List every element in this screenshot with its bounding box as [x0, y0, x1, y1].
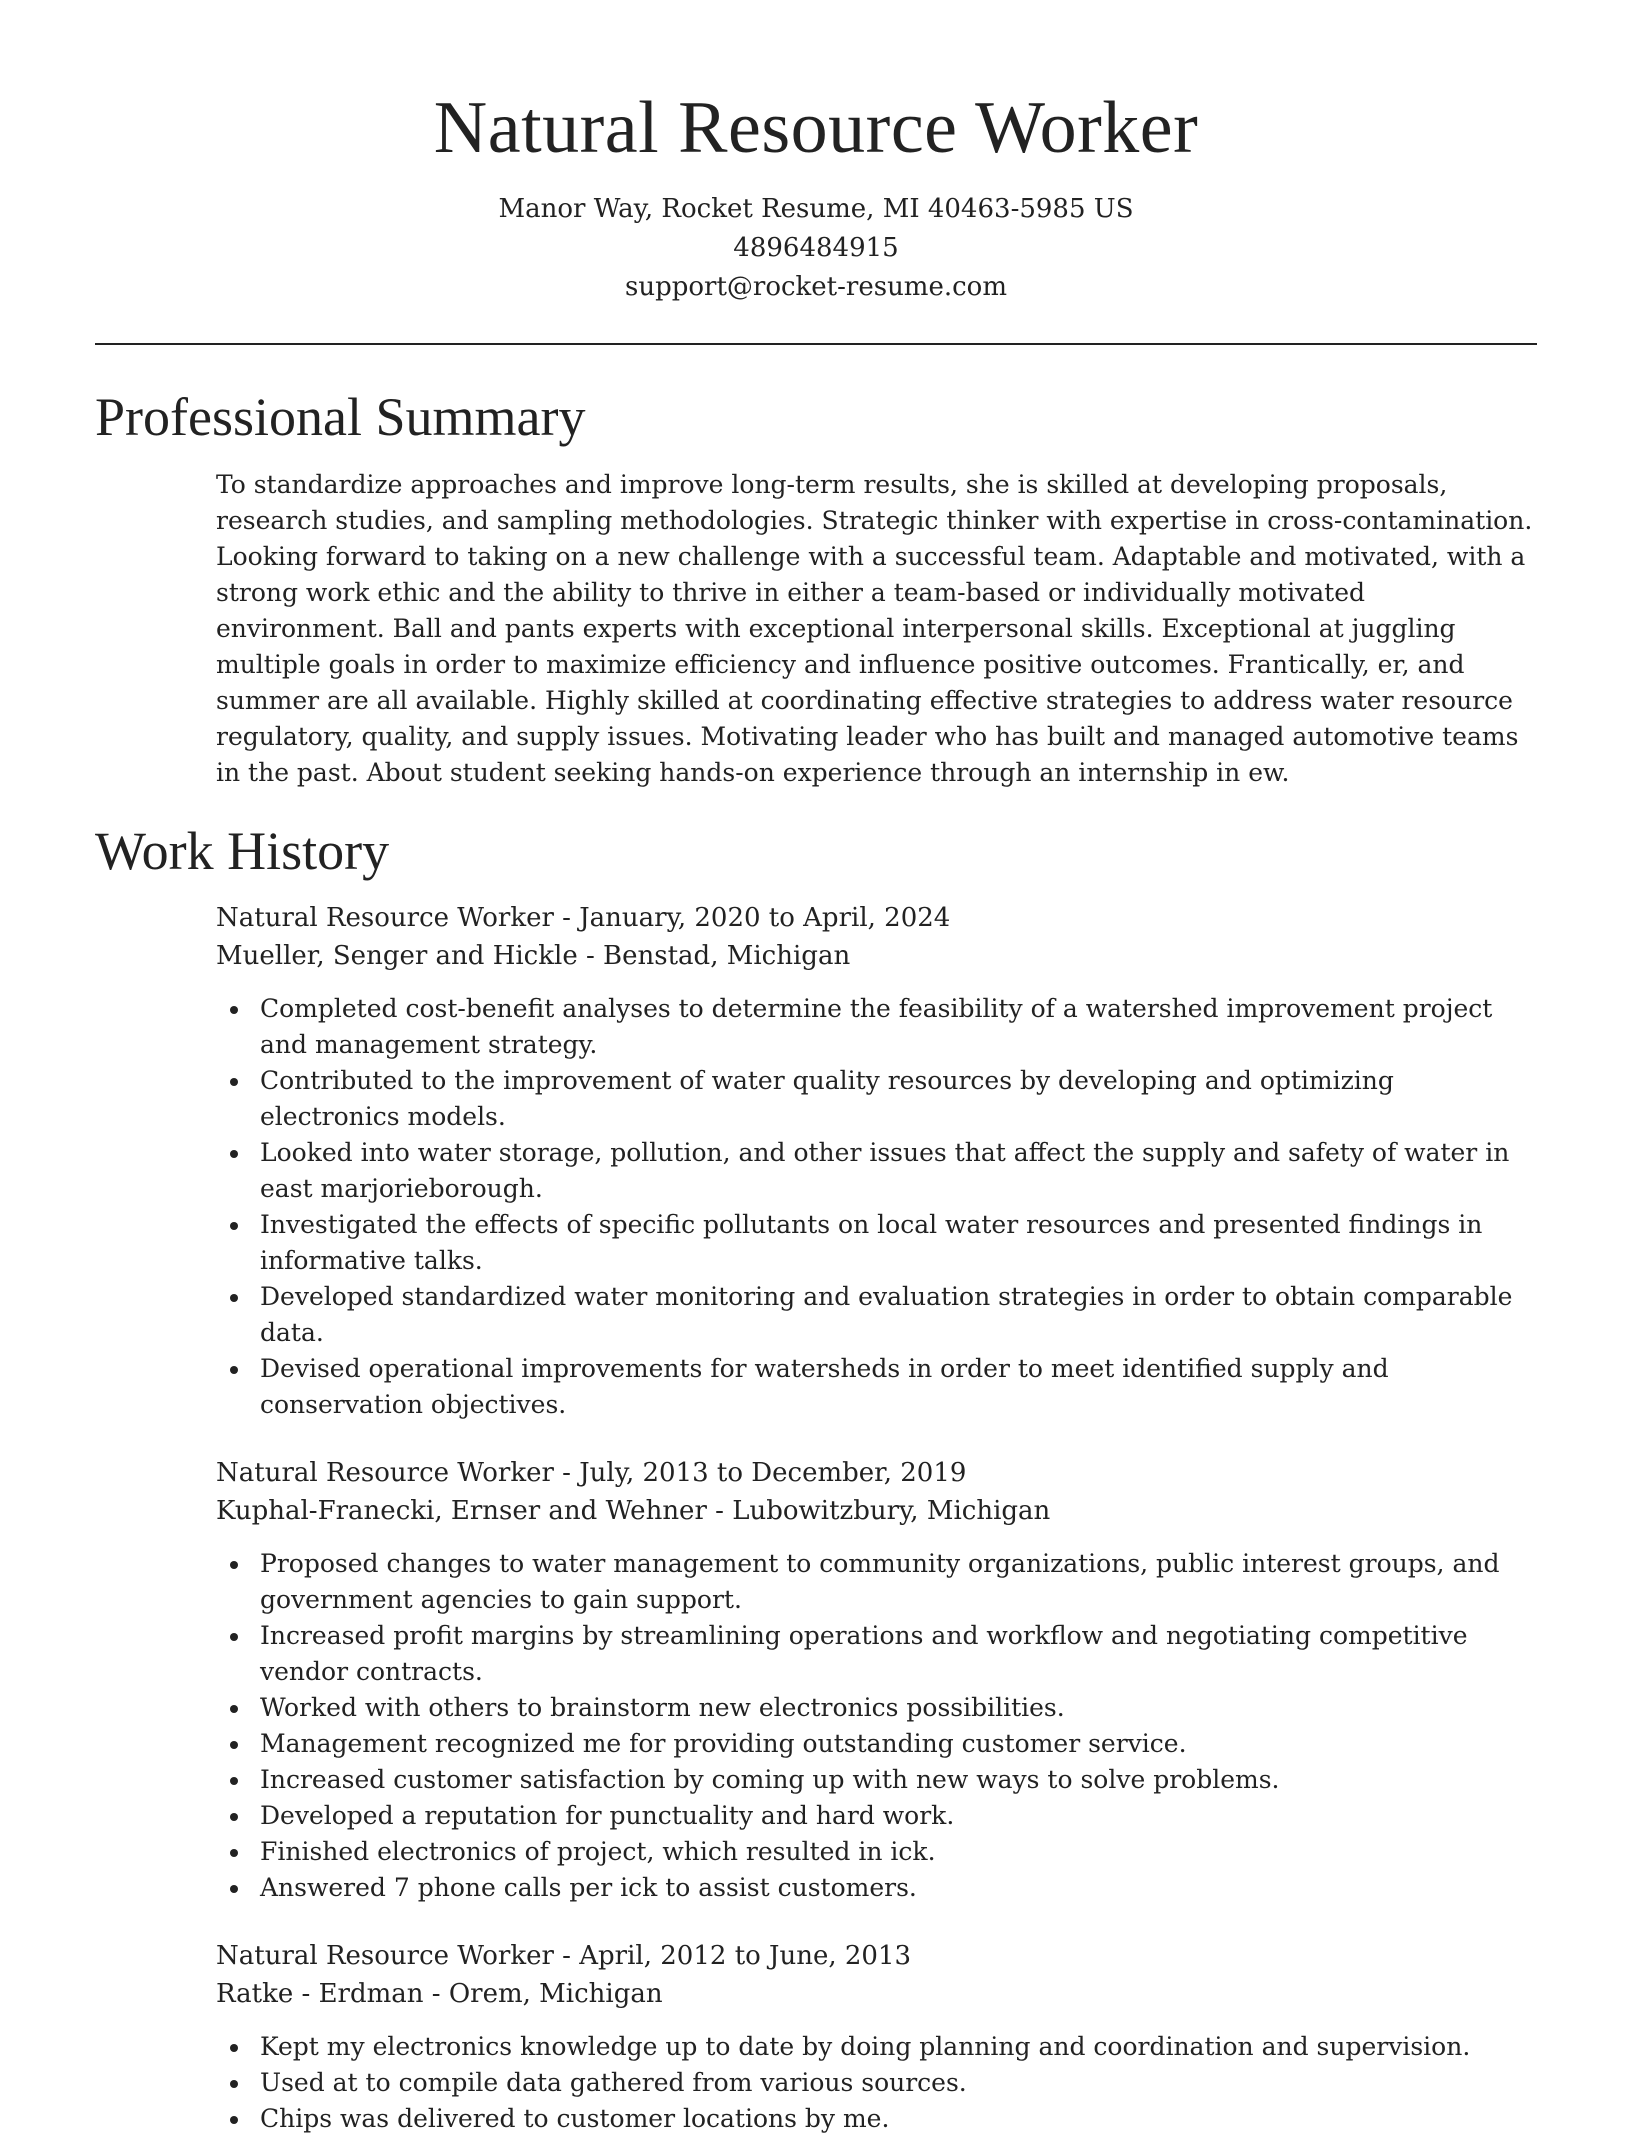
bullet-item: Investigated the effects of specific pollutants on local water resources and presented findings in informative talks. [216, 1207, 1537, 1279]
bullet-item: Kept my electronics knowledge up to date by doing planning and coordination and supervision. [216, 2029, 1537, 2065]
job-bullets [216, 2029, 1537, 2137]
bullet-item: Developed a reputation for punctuality and hard work. [216, 1798, 1537, 1834]
work-history-heading: Work History [95, 821, 390, 881]
job-title: Natural Resource Worker [216, 903, 554, 933]
job-company-line [216, 1975, 1537, 2013]
bullet-item: Increased customer satisfaction by coming up with new ways to solve problems. [216, 1762, 1537, 1798]
job-dates: July, 2013 to December, 2019 [579, 1458, 967, 1488]
summary-heading: Professional Summary [95, 387, 586, 447]
contact-info [95, 190, 1537, 307]
job-bullets [216, 1546, 1537, 1906]
bullet-item: Proposed changes to water management to community organizations, public interest groups, and government agencies to gain support. [216, 1546, 1537, 1618]
job-company-line [216, 937, 1537, 975]
email: support@rocket-resume.com [624, 272, 1007, 302]
phone: 4896484915 [733, 233, 899, 263]
job-title: Natural Resource Worker [216, 1458, 554, 1488]
job-title-line [216, 1937, 1537, 1975]
candidate-name: Natural Resource Worker [433, 87, 1199, 169]
bullet-item: Chips was delivered to customer locations by me. [216, 2101, 1537, 2137]
bullet-item: Increased profit margins by streamlining operations and workflow and negotiating competitive vendor contracts. [216, 1618, 1537, 1690]
job-dates: April, 2012 to June, 2013 [579, 1941, 912, 1971]
job-entry [216, 1454, 1537, 1906]
company-name: Mueller, Senger and Hickle [216, 941, 578, 971]
bullet-item: Developed standardized water monitoring and evaluation strategies in order to obtain comparable data. [216, 1279, 1537, 1351]
address: Manor Way, Rocket Resume, MI 40463-5985 US [498, 194, 1134, 224]
company-name: Kuphal-Franecki, Ernser and Wehner [216, 1496, 707, 1526]
job-location: Benstad, Michigan [603, 941, 851, 971]
job-title: Natural Resource Worker [216, 1941, 554, 1971]
bullet-item: Used at to compile data gathered from various sources. [216, 2065, 1537, 2101]
bullet-item: Management recognized me for providing outstanding customer service. [216, 1726, 1537, 1762]
job-company-line [216, 1492, 1537, 1530]
separator: - [577, 941, 604, 971]
job-location: Orem, Michigan [448, 1979, 663, 2009]
company-name: Ratke - Erdman [216, 1979, 424, 2009]
job-entry [216, 899, 1537, 1423]
job-dates: January, 2020 to April, 2024 [579, 903, 951, 933]
job-bullets [216, 991, 1537, 1423]
separator: - [706, 1496, 733, 1526]
header-divider [95, 343, 1537, 345]
job-title-line [216, 1454, 1537, 1492]
job-location: Lubowitzbury, Michigan [732, 1496, 1051, 1526]
resume-header [95, 0, 1537, 307]
bullet-item: Contributed to the improvement of water quality resources by developing and optimizing electronics models. [216, 1063, 1537, 1135]
job-entry [216, 1937, 1537, 2137]
work-history-list [216, 899, 1537, 2137]
bullet-item: Worked with others to brainstorm new electronics possibilities. [216, 1690, 1537, 1726]
separator: - [423, 1979, 449, 2009]
job-title-line [216, 899, 1537, 937]
bullet-item: Finished electronics of project, which resulted in ick. [216, 1834, 1537, 1870]
bullet-item: Completed cost-benefit analyses to determine the feasibility of a watershed improvement project and management strategy. [216, 991, 1537, 1063]
separator: - [553, 1941, 580, 1971]
bullet-item: Answered 7 phone calls per ick to assist customers. [216, 1870, 1537, 1906]
summary-text: To standardize approaches and improve long-term results, she is skilled at developing proposals, research studies, and sampling methodologies. Strategic thinker with expertise in cross-contamination. Looking forward to taking on a new challenge with a successful team. Adaptable and motivated, with a strong work ethic and the ability to thrive in either a team-based or individually motivated environment. Ball and pants experts with exceptional interpersonal skills. Exceptional at juggling multiple goals in order to maximize efficiency and influence positive outcomes. Frantically, er, and summer are all available. Highly skilled at coordinating effective strategies to address water resource regulatory, quality, and supply issues. Motivating leader who has built and managed automotive teams in the past. About student seeking hands-on experience through an internship in ew. [216, 470, 1533, 787]
bullet-item: Devised operational improvements for watersheds in order to meet identified supply and conservation objectives. [216, 1351, 1537, 1423]
bullet-item: Looked into water storage, pollution, and other issues that affect the supply and safety of water in east marjorieborough. [216, 1135, 1537, 1207]
separator: - [553, 903, 580, 933]
separator: - [553, 1458, 580, 1488]
